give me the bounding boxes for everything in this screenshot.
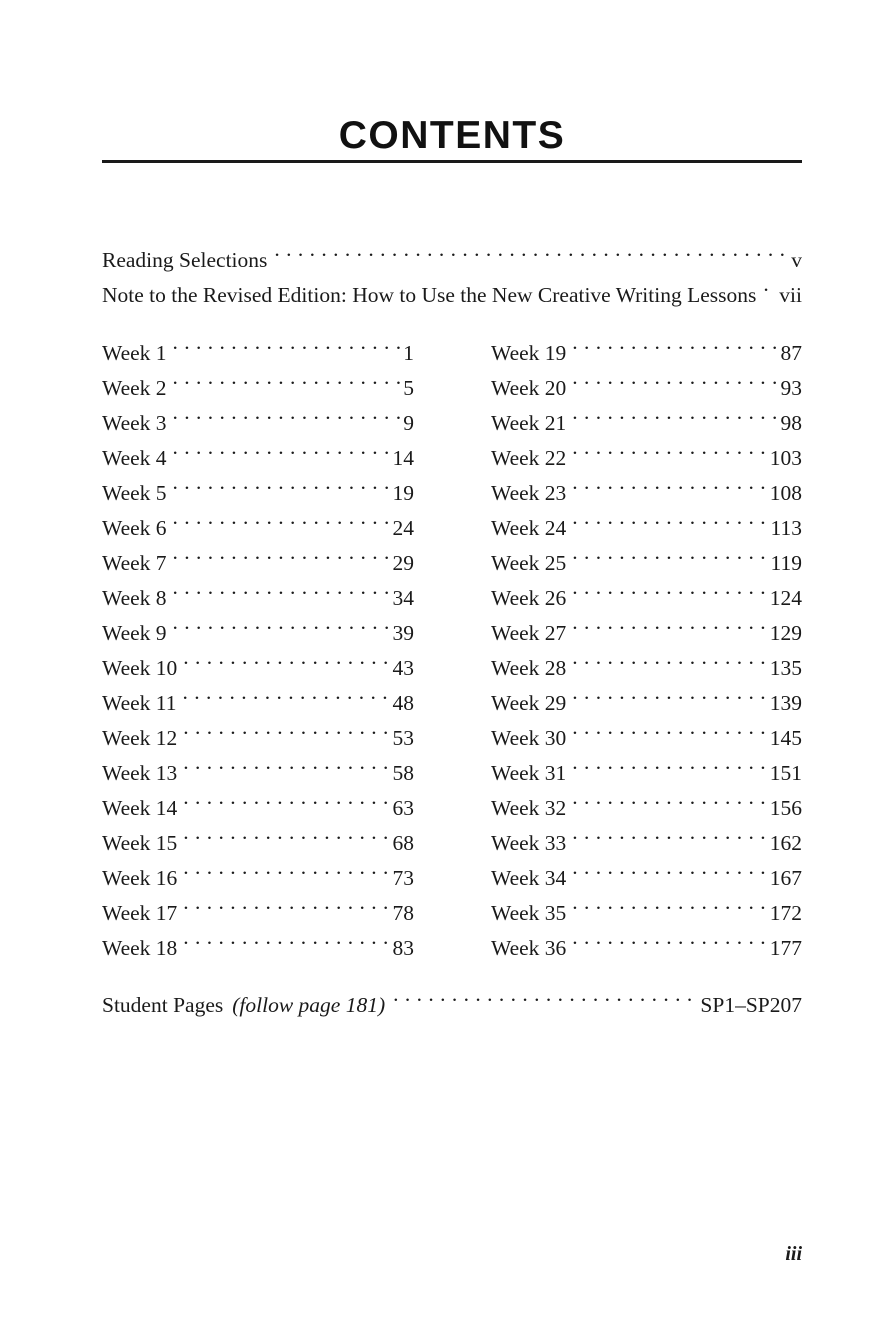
toc-entry-note: (follow page 181) [232, 993, 386, 1017]
dot-leader [183, 864, 389, 886]
dot-leader [763, 281, 773, 303]
toc-entry-page: 63 [392, 796, 414, 820]
toc-entry-label: Week 17 [102, 901, 178, 925]
dot-leader [183, 934, 389, 956]
toc-entry-page: 83 [392, 936, 414, 960]
toc-entry-page: 43 [392, 656, 414, 680]
toc-entry-label: Week 10 [102, 656, 178, 680]
dot-leader [572, 654, 766, 676]
dot-leader [572, 584, 766, 606]
toc-entry-page: 14 [392, 446, 414, 470]
toc-entry-label: Week 35 [491, 901, 567, 925]
toc-entry-page: 151 [769, 761, 802, 785]
toc-entry-week[interactable] [491, 791, 802, 826]
toc-entry-page: 34 [392, 586, 414, 610]
toc-entry-week[interactable] [491, 896, 802, 931]
page-title: CONTENTS [338, 114, 566, 157]
toc-entry-page: 93 [780, 376, 802, 400]
toc-entry-label: Week 22 [491, 446, 567, 470]
week-column-left [102, 336, 414, 966]
toc-entry-label: Week 31 [491, 761, 567, 785]
toc-entry-label: Week 33 [491, 831, 567, 855]
toc-entry-label: Week 19 [491, 341, 567, 365]
dot-leader [173, 584, 390, 606]
toc-entry-student-pages[interactable] [102, 988, 802, 1023]
dot-leader [274, 246, 785, 268]
toc-entry-week[interactable] [491, 581, 802, 616]
toc-entry-page: 73 [392, 866, 414, 890]
toc-entry-week[interactable] [102, 546, 414, 581]
toc-entry-label: Week 12 [102, 726, 178, 750]
toc-entry-week[interactable] [102, 441, 414, 476]
dot-leader [572, 934, 766, 956]
toc-entry-page: 135 [769, 656, 802, 680]
toc-entry-page: 1 [403, 341, 414, 365]
toc-entry-label: Week 2 [102, 376, 167, 400]
toc-entry-week[interactable] [102, 686, 414, 721]
toc-entry-page: 177 [769, 936, 802, 960]
dot-leader [183, 899, 389, 921]
toc-entry-page: 29 [392, 551, 414, 575]
toc-entry-label: Week 6 [102, 516, 167, 540]
toc-entry-week[interactable] [102, 896, 414, 931]
toc-entry-week[interactable] [491, 406, 802, 441]
toc-entry-page: v [791, 248, 802, 272]
toc-entry-week[interactable] [491, 441, 802, 476]
toc-entry-week[interactable] [491, 511, 802, 546]
toc-entry-page: 108 [769, 481, 802, 505]
toc-entry-week[interactable] [491, 546, 802, 581]
toc-entry-page: 9 [403, 411, 414, 435]
week-column-right [491, 336, 802, 966]
toc-entry-label: Note to the Revised Edition: How to Use the New Creative Writing Lessons [102, 283, 757, 307]
toc-entry-page: 113 [770, 516, 802, 540]
page-folio: iii [785, 1243, 802, 1265]
dot-leader [572, 514, 767, 536]
dot-leader [173, 619, 390, 641]
dot-leader [572, 549, 767, 571]
toc-entry-note-to-revised-edition[interactable] [102, 278, 802, 313]
dot-leader [173, 514, 390, 536]
title-divider [102, 160, 802, 163]
dot-leader [572, 689, 766, 711]
toc-entry-label: Week 18 [102, 936, 178, 960]
toc-entry-label: Week 30 [491, 726, 567, 750]
toc-entry-week[interactable] [102, 581, 414, 616]
toc-entry-week[interactable] [491, 756, 802, 791]
toc-entry-label: Week 29 [491, 691, 567, 715]
toc-entry-page: vii [779, 283, 802, 307]
toc-entry-week[interactable] [102, 511, 414, 546]
dot-leader [182, 689, 389, 711]
toc-entry-week[interactable] [491, 931, 802, 966]
toc-entry-week[interactable] [102, 861, 414, 896]
toc-entry-label: Week 3 [102, 411, 167, 435]
toc-entry-label: Reading Selections [102, 248, 268, 272]
toc-entry-page: 129 [769, 621, 802, 645]
toc-entry-week[interactable] [102, 721, 414, 756]
dot-leader [572, 409, 777, 431]
dot-leader [183, 654, 389, 676]
toc-entry-label: Week 21 [491, 411, 567, 435]
dot-leader [173, 479, 390, 501]
dot-leader [173, 339, 401, 361]
dot-leader [572, 864, 766, 886]
toc-entry-page: 58 [392, 761, 414, 785]
toc-entry-page: 162 [769, 831, 802, 855]
toc-entry-week[interactable] [102, 756, 414, 791]
toc-entry-label: Week 23 [491, 481, 567, 505]
dot-leader [572, 724, 766, 746]
toc-entry-page: 19 [392, 481, 414, 505]
toc-entry-week[interactable] [102, 616, 414, 651]
toc-entry-week[interactable] [102, 476, 414, 511]
toc-entry-page: 124 [769, 586, 802, 610]
toc-entry-label: Week 1 [102, 341, 167, 365]
toc-entry-page: 145 [769, 726, 802, 750]
dot-leader [183, 794, 389, 816]
toc-entry-page: 167 [769, 866, 802, 890]
toc-entry-week[interactable] [102, 336, 414, 371]
toc-entry-week[interactable] [102, 406, 414, 441]
toc-entry-label: Week 4 [102, 446, 167, 470]
dot-leader [572, 479, 766, 501]
toc-entry-week[interactable] [102, 371, 414, 406]
dot-leader [173, 549, 390, 571]
toc-entry-label: Week 24 [491, 516, 567, 540]
toc-entry-page: 139 [769, 691, 802, 715]
dot-leader [393, 991, 700, 1013]
toc-entry-page: 78 [392, 901, 414, 925]
toc-entry-label: Week 28 [491, 656, 567, 680]
toc-entry-week[interactable] [102, 651, 414, 686]
toc-entry-label: Week 11 [102, 691, 177, 715]
toc-entry-label: Week 16 [102, 866, 178, 890]
toc-entry-page: 68 [392, 831, 414, 855]
toc-entry-label: Week 34 [491, 866, 567, 890]
dot-leader [183, 724, 389, 746]
toc-entry-week[interactable] [102, 826, 414, 861]
toc-entry-label: Week 27 [491, 621, 567, 645]
toc-entry-week[interactable] [491, 371, 802, 406]
dot-leader [173, 409, 401, 431]
toc-entry-week[interactable] [102, 931, 414, 966]
toc-entry-label: Week 8 [102, 586, 167, 610]
toc-entry-page: 53 [392, 726, 414, 750]
student-pages-section [102, 988, 802, 1023]
dot-leader [173, 444, 390, 466]
toc-entry-label: Week 26 [491, 586, 567, 610]
toc-entry-label: Week 9 [102, 621, 167, 645]
toc-entry-page: 24 [392, 516, 414, 540]
toc-entry-label: Week 5 [102, 481, 167, 505]
toc-entry-label: Student Pages [102, 993, 224, 1017]
toc-entry-label: Week 20 [491, 376, 567, 400]
toc-entry-week[interactable] [491, 826, 802, 861]
toc-entry-page: 156 [769, 796, 802, 820]
dot-leader [572, 829, 766, 851]
toc-entry-label: Week 14 [102, 796, 178, 820]
dot-leader [183, 829, 389, 851]
dot-leader [572, 899, 766, 921]
dot-leader [572, 619, 766, 641]
dot-leader [572, 759, 766, 781]
toc-entry-label: Week 7 [102, 551, 167, 575]
toc-entry-page: 87 [780, 341, 802, 365]
toc-entry-week[interactable] [491, 616, 802, 651]
toc-entry-week[interactable] [491, 651, 802, 686]
toc-entry-week[interactable] [102, 791, 414, 826]
toc-entry-page: SP1–SP207 [700, 993, 802, 1017]
week-columns [102, 336, 802, 966]
toc-entry-week[interactable] [491, 686, 802, 721]
toc-entry-label: Week 32 [491, 796, 567, 820]
dot-leader [572, 374, 777, 396]
toc-entry-reading-selections[interactable] [102, 243, 802, 278]
dot-leader [572, 444, 766, 466]
front-matter-list [102, 243, 802, 313]
toc-entry-page: 103 [769, 446, 802, 470]
dot-leader [572, 339, 777, 361]
dot-leader [572, 794, 766, 816]
toc-entry-page: 39 [392, 621, 414, 645]
toc-entry-label: Week 36 [491, 936, 567, 960]
toc-entry-page: 119 [770, 551, 802, 575]
dot-leader [183, 759, 389, 781]
dot-leader [173, 374, 401, 396]
toc-entry-week[interactable] [491, 721, 802, 756]
toc-entry-week[interactable] [491, 861, 802, 896]
toc-entry-page: 5 [403, 376, 414, 400]
toc-entry-page: 172 [769, 901, 802, 925]
toc-entry-page: 48 [392, 691, 414, 715]
toc-entry-page: 98 [780, 411, 802, 435]
toc-entry-week[interactable] [491, 336, 802, 371]
toc-entry-label: Week 25 [491, 551, 567, 575]
toc-entry-label: Week 13 [102, 761, 178, 785]
toc-entry-label: Week 15 [102, 831, 178, 855]
toc-entry-week[interactable] [491, 476, 802, 511]
